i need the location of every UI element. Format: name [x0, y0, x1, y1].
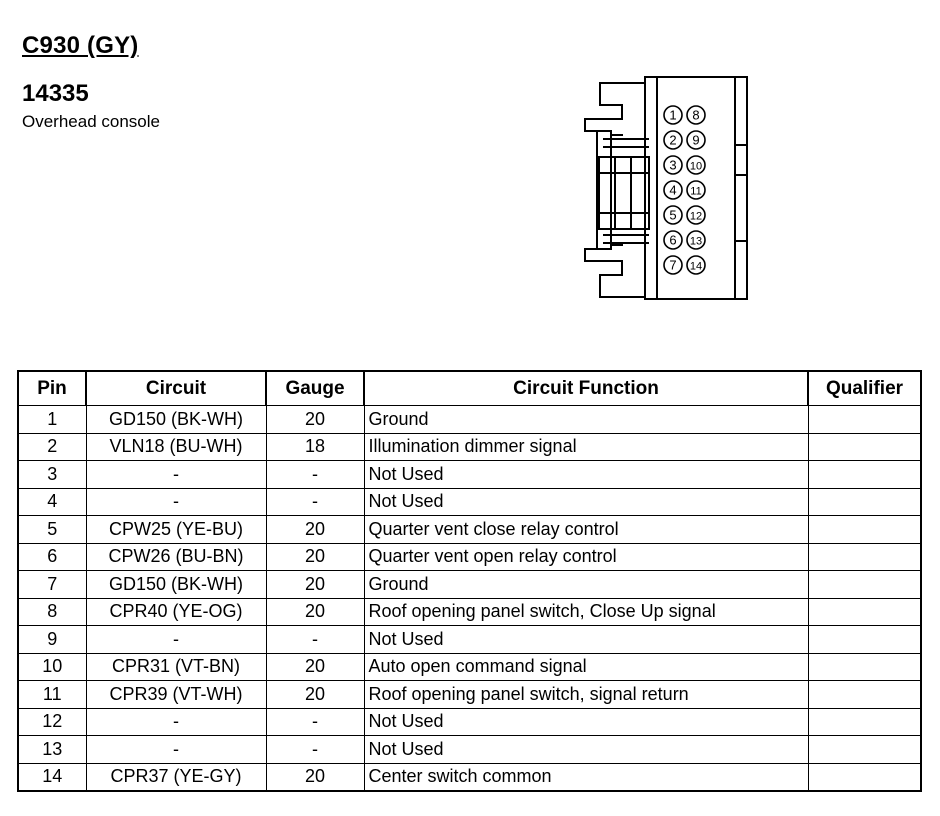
connector-pin — [664, 156, 682, 174]
qualifier-cell — [808, 736, 921, 764]
qualifier-cell — [808, 598, 921, 626]
table-row — [18, 626, 921, 654]
table-row — [18, 681, 921, 709]
circuit-function-cell: Not Used — [364, 488, 808, 516]
circuit-cell: - — [86, 708, 266, 736]
pin-cell: 10 — [18, 653, 86, 681]
qualifier-cell — [808, 543, 921, 571]
connector-pin — [687, 131, 705, 149]
connector-pin — [687, 181, 705, 199]
pin-number: 1 — [669, 107, 677, 123]
circuit-function-cell: Center switch common — [364, 763, 808, 791]
column-header-circuit: Circuit — [86, 371, 266, 406]
circuit-cell: CPR31 (VT-BN) — [86, 653, 266, 681]
pin-cell: 1 — [18, 406, 86, 434]
pin-number: 5 — [669, 207, 677, 223]
qualifier-cell — [808, 406, 921, 434]
qualifier-cell — [808, 653, 921, 681]
connector-pin — [664, 231, 682, 249]
pin-cell: 12 — [18, 708, 86, 736]
pin-cell: 9 — [18, 626, 86, 654]
pin-cell: 8 — [18, 598, 86, 626]
table-row — [18, 433, 921, 461]
table-row — [18, 488, 921, 516]
circuit-cell: - — [86, 461, 266, 489]
pinout-table — [17, 370, 922, 792]
pin-cell: 7 — [18, 571, 86, 599]
connector-pin — [687, 231, 705, 249]
connector-pin — [687, 156, 705, 174]
table-row — [18, 598, 921, 626]
connector-pin — [687, 256, 705, 274]
circuit-cell: CPR40 (YE-OG) — [86, 598, 266, 626]
column-header-pin: Pin — [18, 371, 86, 406]
connector-pin — [687, 106, 705, 124]
pin-number: 11 — [690, 185, 702, 198]
circuit-function-cell: Ground — [364, 571, 808, 599]
connector-pin — [687, 206, 705, 224]
circuit-function-cell: Not Used — [364, 626, 808, 654]
pin-number: 3 — [669, 157, 677, 173]
gauge-cell: 18 — [266, 433, 364, 461]
circuit-cell: - — [86, 736, 266, 764]
column-header-gauge: Gauge — [266, 371, 364, 406]
connector-pin — [664, 131, 682, 149]
circuit-function-cell: Quarter vent close relay control — [364, 516, 808, 544]
circuit-cell: CPR39 (VT-WH) — [86, 681, 266, 709]
pin-number: 2 — [669, 132, 677, 148]
connector-pin — [664, 106, 682, 124]
gauge-cell: 20 — [266, 763, 364, 791]
table-row — [18, 461, 921, 489]
gauge-cell: - — [266, 461, 364, 489]
column-header-circuit-function: Circuit Function — [364, 371, 808, 406]
connector-id: C930 (GY) — [22, 32, 139, 59]
circuit-function-cell: Quarter vent open relay control — [364, 543, 808, 571]
pin-cell: 6 — [18, 543, 86, 571]
pin-cell: 14 — [18, 763, 86, 791]
circuit-function-cell: Not Used — [364, 461, 808, 489]
table-row — [18, 516, 921, 544]
table-row — [18, 736, 921, 764]
pin-number: 10 — [689, 160, 703, 173]
circuit-cell: CPR37 (YE-GY) — [86, 763, 266, 791]
circuit-cell: - — [86, 488, 266, 516]
connector-face-diagram — [575, 75, 755, 305]
gauge-cell: 20 — [266, 598, 364, 626]
circuit-function-cell: Not Used — [364, 736, 808, 764]
qualifier-cell — [808, 681, 921, 709]
gauge-cell: - — [266, 626, 364, 654]
pin-cell: 4 — [18, 488, 86, 516]
circuit-function-cell: Illumination dimmer signal — [364, 433, 808, 461]
qualifier-cell — [808, 488, 921, 516]
qualifier-cell — [808, 516, 921, 544]
connector-pin — [664, 256, 682, 274]
gauge-cell: 20 — [266, 681, 364, 709]
gauge-cell: 20 — [266, 406, 364, 434]
gauge-cell: 20 — [266, 653, 364, 681]
table-row — [18, 708, 921, 736]
part-number: 14335 — [22, 80, 89, 107]
qualifier-cell — [808, 433, 921, 461]
pin-cell: 5 — [18, 516, 86, 544]
circuit-function-cell: Ground — [364, 406, 808, 434]
table-row — [18, 763, 921, 791]
table-row — [18, 543, 921, 571]
gauge-cell: - — [266, 708, 364, 736]
connector-drawing — [575, 75, 755, 305]
pin-number: 12 — [689, 210, 703, 223]
pin-cell: 3 — [18, 461, 86, 489]
gauge-cell: - — [266, 736, 364, 764]
column-header-qualifier: Qualifier — [808, 371, 921, 406]
pin-number: 13 — [689, 235, 703, 248]
connector-pin — [664, 206, 682, 224]
circuit-cell: CPW25 (YE-BU) — [86, 516, 266, 544]
table-row — [18, 406, 921, 434]
qualifier-cell — [808, 763, 921, 791]
pin-cell: 2 — [18, 433, 86, 461]
table-header-row — [18, 371, 921, 406]
gauge-cell: - — [266, 488, 364, 516]
circuit-function-cell: Roof opening panel switch, signal return — [364, 681, 808, 709]
circuit-cell: GD150 (BK-WH) — [86, 406, 266, 434]
circuit-cell: - — [86, 626, 266, 654]
circuit-function-cell: Not Used — [364, 708, 808, 736]
pin-number: 14 — [689, 260, 703, 273]
pin-number: 9 — [692, 132, 700, 148]
circuit-function-cell: Roof opening panel switch, Close Up signal — [364, 598, 808, 626]
gauge-cell: 20 — [266, 571, 364, 599]
circuit-cell: GD150 (BK-WH) — [86, 571, 266, 599]
table-row — [18, 571, 921, 599]
pin-number: 4 — [669, 182, 677, 198]
gauge-cell: 20 — [266, 516, 364, 544]
qualifier-cell — [808, 571, 921, 599]
qualifier-cell — [808, 626, 921, 654]
table-row — [18, 653, 921, 681]
pin-cell: 11 — [18, 681, 86, 709]
qualifier-cell — [808, 461, 921, 489]
connector-location: Overhead console — [22, 112, 160, 131]
connector-pin — [664, 181, 682, 199]
pin-cell: 13 — [18, 736, 86, 764]
pin-number: 8 — [692, 107, 700, 123]
qualifier-cell — [808, 708, 921, 736]
circuit-cell: VLN18 (BU-WH) — [86, 433, 266, 461]
circuit-function-cell: Auto open command signal — [364, 653, 808, 681]
pin-number: 6 — [669, 232, 677, 248]
circuit-cell: CPW26 (BU-BN) — [86, 543, 266, 571]
gauge-cell: 20 — [266, 543, 364, 571]
pin-number: 7 — [669, 257, 677, 273]
